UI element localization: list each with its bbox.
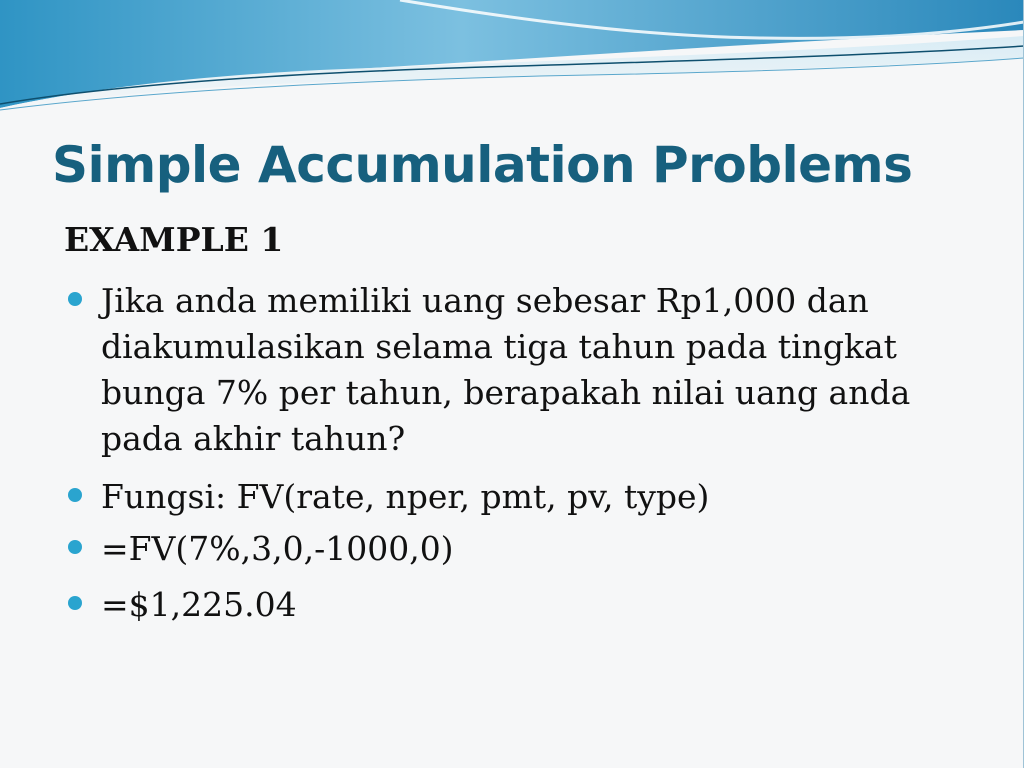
bullet-text: Jika anda memiliki uang sebesar Rp1,000 dan diakumulasikan selama tiga tahun pada tingkat bunga 7% per tahun, berapakah nilai uang anda pada akhir tahun?	[101, 281, 911, 458]
bullet-formula	[64, 526, 964, 572]
bullet-dot-icon	[68, 540, 82, 554]
bullet-dot-icon	[68, 596, 82, 610]
bullet-function	[64, 474, 964, 520]
slide-title: Simple Accumulation Problems	[52, 136, 913, 194]
bullet-text: Fungsi: FV(rate, nper, pmt, pv, type)	[101, 477, 710, 516]
bullet-text: =$1,225.04	[101, 585, 297, 624]
bullet-dot-icon	[68, 488, 82, 502]
example-heading: EXAMPLE 1	[64, 220, 284, 259]
bullet-list	[64, 278, 964, 628]
bullet-dot-icon	[68, 292, 82, 306]
bullet-question	[64, 278, 964, 462]
header-wave-decoration	[0, 0, 1024, 130]
bullet-text: =FV(7%,3,0,-1000,0)	[101, 529, 454, 568]
bullet-result	[64, 582, 964, 628]
